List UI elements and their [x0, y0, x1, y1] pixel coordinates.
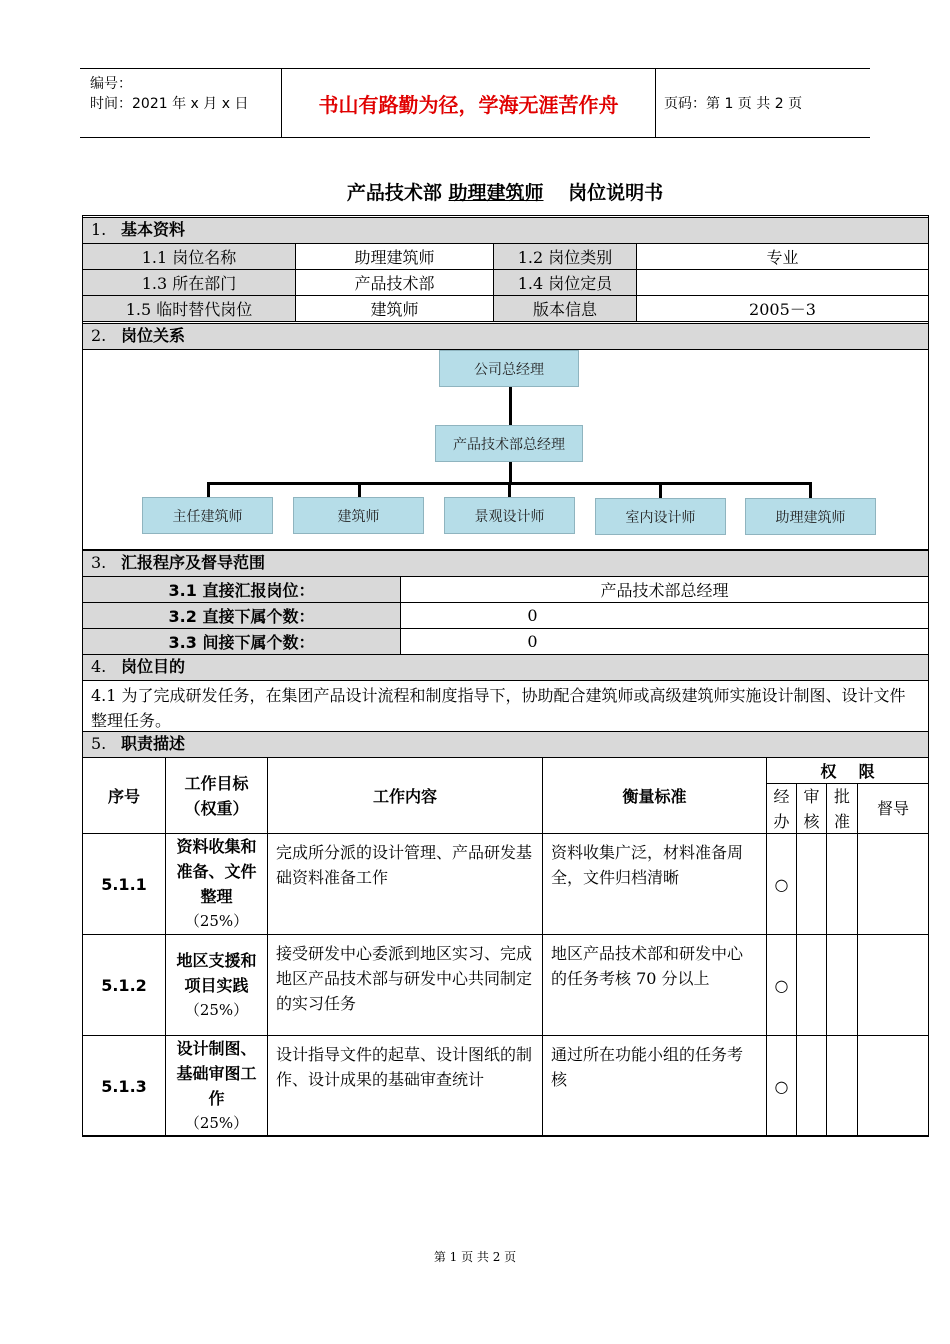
duty-standard: 资料收集广泛，材料准备周全，文件归档清晰: [542, 833, 767, 935]
duty-mark-handle: ○: [766, 934, 797, 1036]
duty-goal-text: 设计制图、基础审图工作: [176, 1039, 257, 1108]
reporting-label: 3.1 直接汇报岗位：: [82, 576, 401, 603]
reporting-value: 0: [400, 628, 929, 655]
time-label: 时间：2021 年 x 月 x 日: [90, 96, 249, 112]
title-dept: 产品技术部: [346, 182, 442, 204]
duty-mark-approve: [826, 1035, 858, 1137]
section-duties: [82, 731, 929, 758]
duty-weight: （25%）: [184, 1114, 249, 1132]
title-suffix: 岗位说明书: [568, 182, 664, 204]
field-label: 1.3 所在部门: [82, 269, 296, 296]
field-label: 1.2 岗位类别: [493, 243, 637, 270]
duty-goal: [165, 934, 268, 1036]
duty-goal-text: 资料收集和准备、文件整理: [176, 837, 257, 906]
motto: 书山有路勤为径，学海无涯苦作舟: [281, 69, 656, 137]
field-label: 版本信息: [493, 295, 637, 322]
org-connector: [207, 482, 210, 497]
header-meta: [80, 69, 280, 137]
duty-goal: [165, 833, 268, 935]
page-header: [80, 68, 870, 138]
duty-mark-review: [796, 833, 827, 935]
title-role: 助理建筑师: [448, 182, 544, 204]
section-purpose: [82, 654, 929, 681]
field-label: 1.4 岗位定员: [493, 269, 637, 296]
field-value: [636, 269, 929, 296]
org-box-subordinate: 助理建筑师: [745, 498, 876, 535]
header-content: 工作内容: [267, 757, 543, 834]
reporting-label: 3.3 间接下属个数：: [82, 628, 401, 655]
section-relations: [82, 323, 929, 350]
duty-weight: （25%）: [184, 1000, 249, 1019]
field-value: 产品技术部: [295, 269, 494, 296]
org-box-middle: 产品技术部总经理: [435, 425, 583, 462]
field-value: 建筑师: [295, 295, 494, 322]
duty-mark-supervise: [857, 1035, 929, 1137]
duty-mark-approve: [826, 934, 858, 1036]
field-label: 1.1 岗位名称: [82, 243, 296, 270]
duty-content: 接受研发中心委派到地区实习、完成地区产品技术部与研发中心共同制定的实习任务: [267, 934, 543, 1036]
duty-mark-approve: [826, 833, 858, 935]
org-box-subordinate: 室内设计师: [595, 498, 726, 535]
org-connector: [508, 482, 511, 497]
authority-col-header: 审核: [796, 783, 827, 834]
section-reporting: [82, 550, 929, 577]
authority-col-header: 经办: [766, 783, 797, 834]
reporting-value: 0: [400, 602, 929, 629]
section-title: 基本资料: [121, 220, 186, 239]
field-label: 1.5 临时替代岗位: [82, 295, 296, 322]
reporting-label: 3.2 直接下属个数：: [82, 602, 401, 629]
section-title: 岗位目的: [121, 657, 186, 676]
header-standard: 衡量标准: [542, 757, 767, 834]
field-value: 2005－3: [636, 295, 929, 322]
org-connector: [358, 482, 361, 497]
header-authority: 权 限: [766, 757, 929, 784]
org-box-subordinate: 主任建筑师: [142, 497, 273, 534]
number-label: 编号：: [90, 76, 132, 92]
duty-seq: 5.1.1: [82, 833, 166, 935]
org-connector: [509, 387, 512, 425]
document-title: [80, 178, 930, 205]
org-connector: [509, 462, 512, 484]
duty-mark-supervise: [857, 833, 929, 935]
field-value: 助理建筑师: [295, 243, 494, 270]
field-value: 专业: [636, 243, 929, 270]
reporting-value: 产品技术部总经理: [400, 576, 929, 603]
duty-standard: 通过所在功能小组的任务考核: [542, 1035, 767, 1137]
section-number: 3.: [91, 553, 107, 572]
duty-seq: 5.1.3: [82, 1035, 166, 1137]
section-number: 4.: [91, 657, 107, 676]
section-title: 职责描述: [121, 734, 186, 753]
duty-mark-handle: ○: [766, 1035, 797, 1137]
header-seq: 序号: [82, 757, 166, 834]
duty-seq: 5.1.2: [82, 934, 166, 1036]
authority-col-header: 督导: [857, 783, 929, 834]
section-basic-info: [82, 217, 929, 244]
section-title: 汇报程序及督导范围: [121, 553, 266, 572]
duty-mark-review: [796, 1035, 827, 1137]
duty-weight: （25%）: [184, 912, 249, 930]
duty-content: 完成所分派的设计管理、产品研发基础资料准备工作: [267, 833, 543, 935]
section-number: 1.: [91, 220, 107, 239]
duty-goal-text: 地区支援和项目实践: [176, 950, 257, 995]
duty-standard: 地区产品技术部和研发中心的任务考核 70 分以上: [542, 934, 767, 1036]
org-box-top: 公司总经理: [439, 350, 579, 387]
duty-mark-review: [796, 934, 827, 1036]
duty-goal: [165, 1035, 268, 1137]
section-title: 岗位关系: [121, 326, 186, 345]
org-box-subordinate: 建筑师: [293, 497, 424, 534]
section-number: 5.: [91, 734, 107, 753]
org-connector: [659, 482, 662, 498]
section-number: 2.: [91, 326, 107, 345]
duty-content: 设计指导文件的起草、设计图纸的制作、设计成果的基础审查统计: [267, 1035, 543, 1137]
org-connector: [809, 482, 812, 498]
page-footer: 第 1 页 共 2 页: [433, 1250, 517, 1264]
purpose-text: 4.1 为了完成研发任务，在集团产品设计流程和制度指导下，协助配合建筑师或高级建筑师实施设计制图、设计文件整理任务。: [82, 680, 929, 732]
page-info: 页码：第 1 页 共 2 页: [664, 96, 803, 112]
duty-mark-supervise: [857, 934, 929, 1036]
header-goal: 工作目标（权重）: [165, 757, 268, 834]
org-box-subordinate: 景观设计师: [444, 497, 575, 534]
duty-mark-handle: ○: [766, 833, 797, 935]
authority-col-header: 批准: [826, 783, 858, 834]
